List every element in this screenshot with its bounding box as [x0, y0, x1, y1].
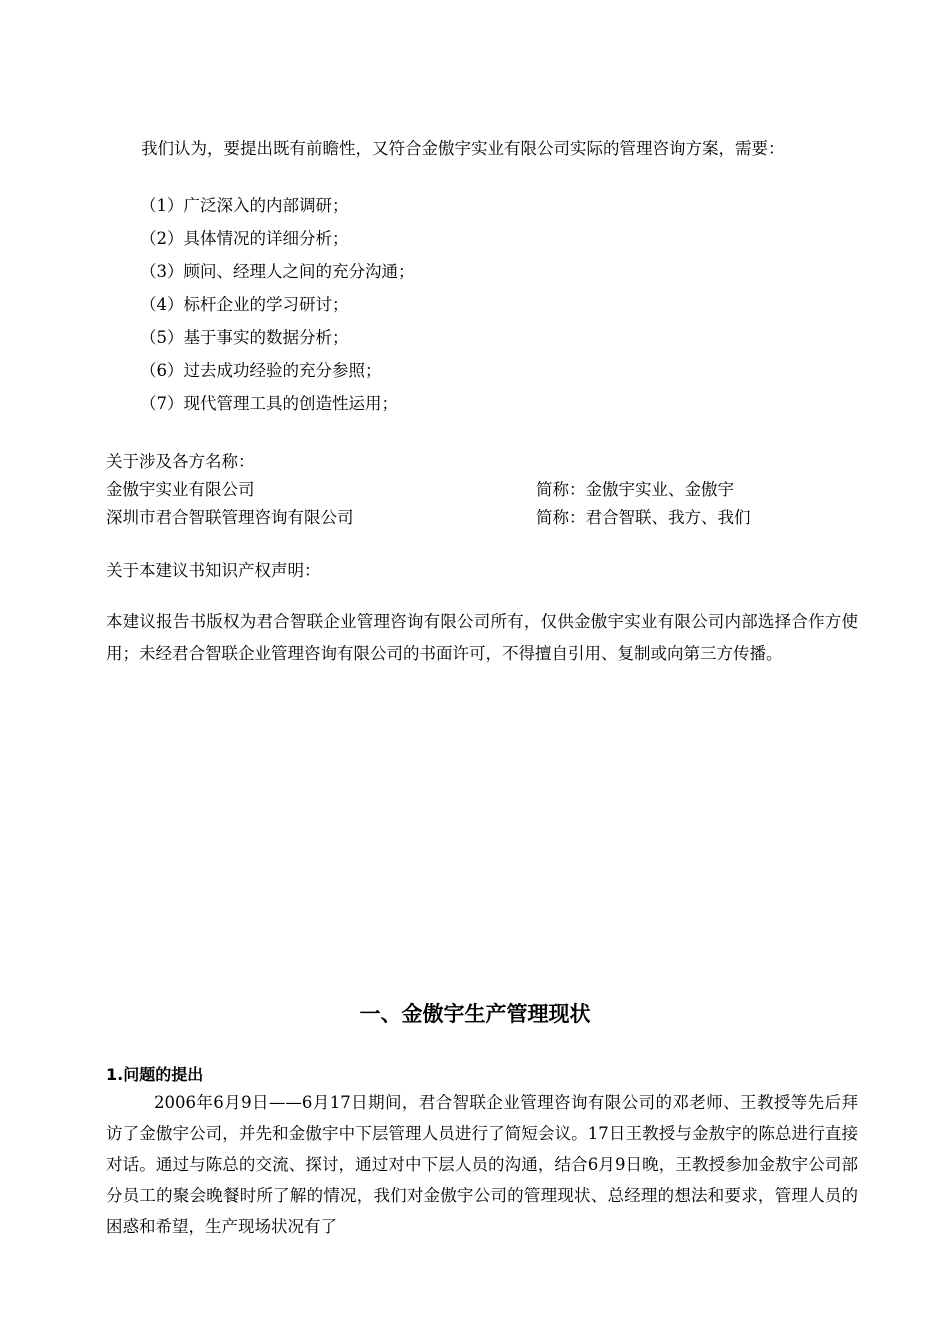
ip-statement-title: 关于本建议书知识产权声明：: [106, 561, 321, 580]
party-name: 金傲宇实业有限公司: [106, 480, 255, 499]
party-abbreviation: 简称：金傲宇实业、金傲宇: [536, 480, 734, 499]
list-item: （1）广泛深入的内部调研；: [140, 196, 349, 215]
parties-title: 关于涉及各方名称：: [106, 452, 255, 471]
list-item: （6）过去成功经验的充分参照；: [140, 361, 382, 380]
list-item: （3）顾问、经理人之间的充分沟通；: [140, 262, 415, 281]
body-paragraph: 2006年6月9日——6月17日期间，君合智联企业管理咨询有限公司的邓老师、王教授等先后拜访了金傲宇公司，并先和金傲宇中下层管理人员进行了简短会议。17日王教授与金敖宇的陈总进行直接对话。通过与陈总的交流、探讨，通过对中下层人员的沟通，结合6月9日晚，王教授参加金敖宇公司部分员工的聚会晚餐时所了解的情况，我们对金傲宇公司的管理现状、总经理的想法和要求，管理人员的困惑和希望，生产现场状况有了: [106, 1093, 858, 1236]
party-row: [106, 504, 866, 532]
ip-statement-body: 本建议报告书版权为君合智联企业管理咨询有限公司所有，仅供金傲宇实业有限公司内部选择合作方使用；未经君合智联企业管理咨询有限公司的书面许可，不得擅自引用、复制或向第三方传播。: [106, 612, 858, 663]
party-row: [106, 476, 866, 504]
requirements-list: [140, 189, 415, 420]
list-item: （2）具体情况的详细分析；: [140, 229, 349, 248]
sub-heading: 1.问题的提出: [106, 1065, 204, 1084]
intro-paragraph: 我们认为，要提出既有前瞻性，又符合金傲宇实业有限公司实际的管理咨询方案，需要：: [141, 139, 785, 158]
section-heading: 一、金傲宇生产管理现状: [359, 1002, 591, 1026]
list-item: （7）现代管理工具的创造性运用；: [140, 394, 398, 413]
list-item: （5）基于事实的数据分析；: [140, 328, 349, 347]
party-abbreviation: 简称：君合智联、我方、我们: [536, 508, 751, 527]
list-item: （4）标杆企业的学习研讨；: [140, 295, 349, 314]
party-name: 深圳市君合智联管理咨询有限公司: [106, 508, 354, 527]
